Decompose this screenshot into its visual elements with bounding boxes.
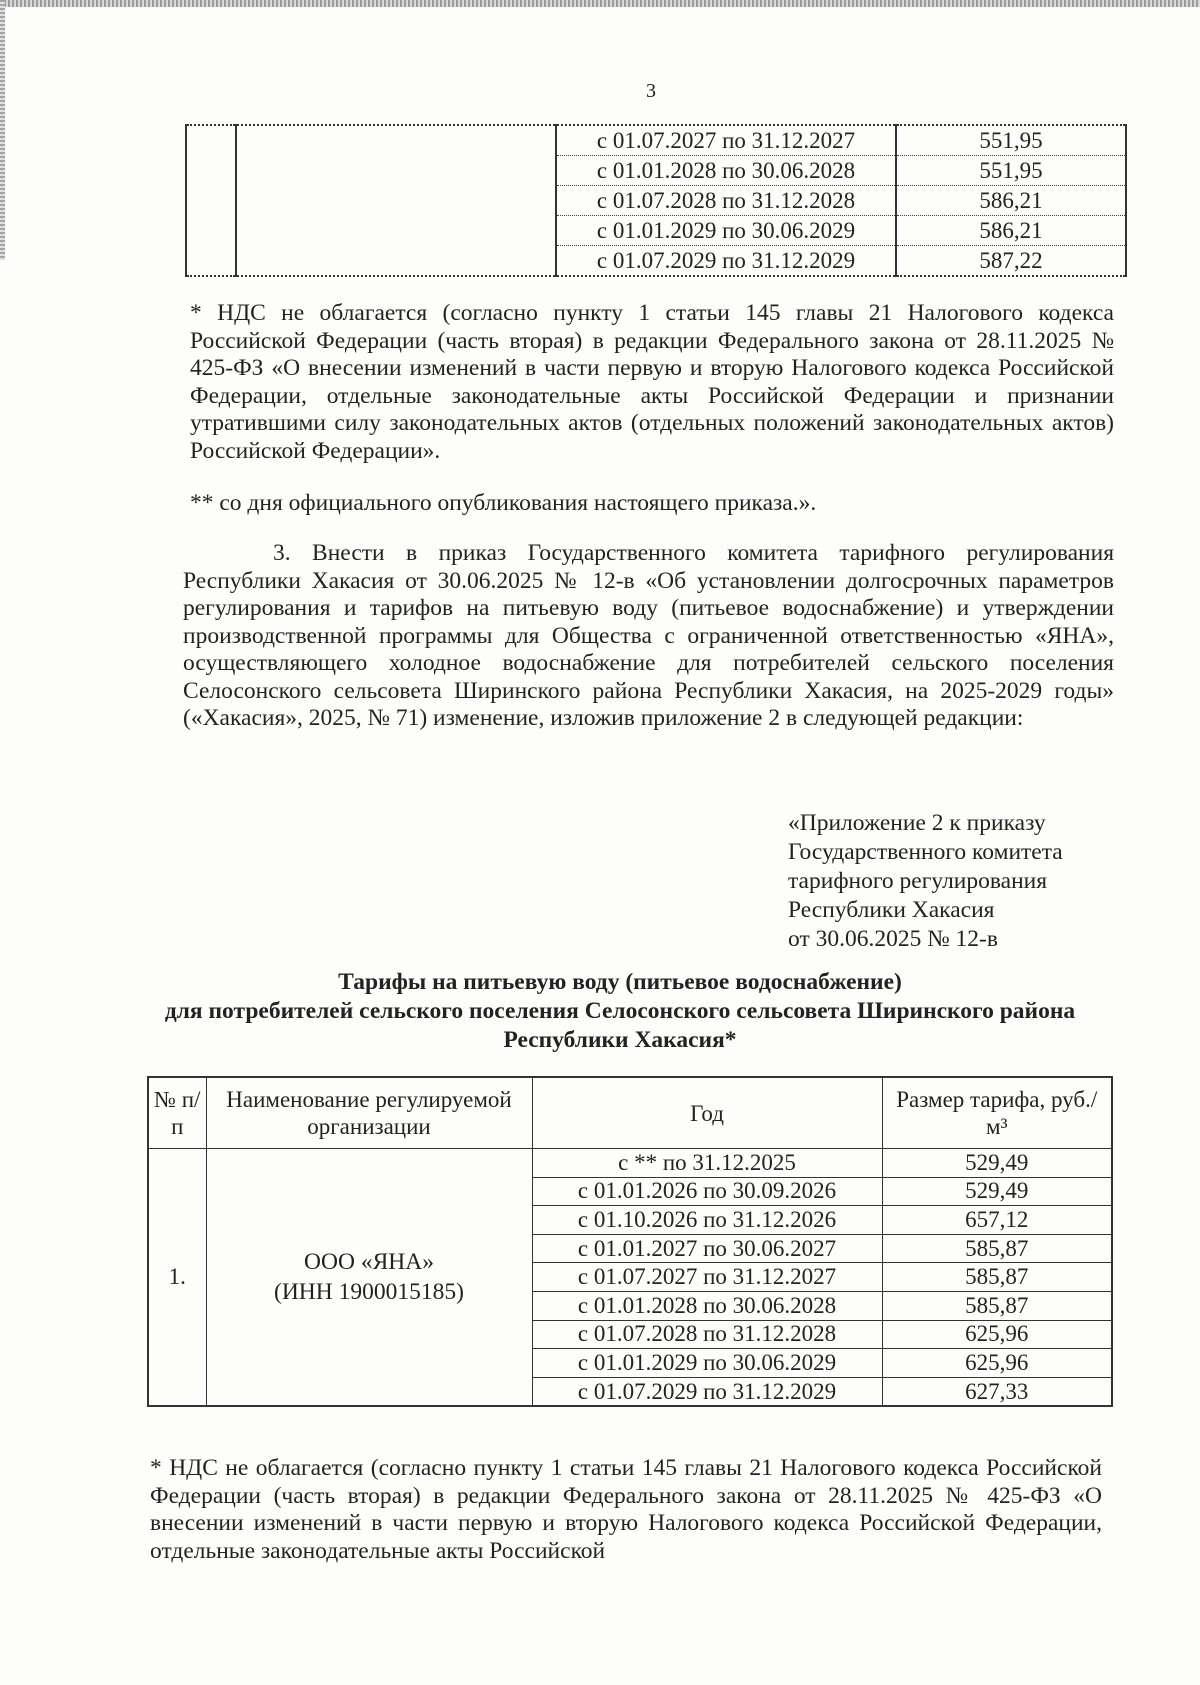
period-cell: с 01.10.2026 по 31.12.2026 [532,1206,882,1235]
value-cell: 585,87 [882,1234,1112,1263]
appendix-line: Государственного комитета [788,839,1063,865]
period-cell: с 01.01.2027 по 30.06.2027 [532,1234,882,1263]
period-cell: с 01.07.2028 по 31.12.2028 [532,1320,882,1349]
scan-edge-left [0,0,5,260]
title-line: для потребителей сельского поселения Селосонского сельсовета Ширинского района [164,998,1076,1024]
period-cell: с 01.07.2027 по 31.12.2027 [532,1263,882,1292]
value-cell: 625,96 [882,1320,1112,1349]
value-cell: 585,87 [882,1291,1112,1320]
period-cell: с 01.01.2029 по 30.06.2029 [532,1349,882,1378]
value-cell: 627,33 [882,1377,1112,1406]
footnote-publication: ** со дня официального опубликования настоящего приказа.». [190,490,817,516]
title-line: Тарифы на питьевую воду (питьевое водоснабжение) [338,969,902,995]
period-cell: с 01.07.2028 по 31.12.2028 [556,186,896,216]
value-cell: 551,95 [896,125,1126,156]
appendix-heading [788,809,1063,954]
appendix-line: Республики Хакасия [788,897,995,923]
appendix-line: тарифного регулирования [788,868,1048,894]
page-number: 3 [646,80,656,102]
appendix-line: «Приложение 2 к приказу [788,810,1046,836]
num-cell: 1. [148,1149,206,1407]
header-num: № п/п [148,1077,206,1149]
appendix-line: от 30.06.2025 № 12-в [788,926,998,952]
table-header-row [148,1077,1112,1149]
value-cell: 625,96 [882,1349,1112,1378]
value-cell: 586,21 [896,216,1126,246]
value-cell: 586,21 [896,186,1126,216]
value-cell: 529,49 [882,1177,1112,1206]
header-org: Наименование регулируемой организации [206,1077,532,1149]
period-cell: с 01.01.2026 по 30.09.2026 [532,1177,882,1206]
period-cell: с 01.01.2029 по 30.06.2029 [556,216,896,246]
header-year: Год [532,1077,882,1149]
value-cell: 529,49 [882,1149,1112,1178]
tariff-table-continued [185,124,1127,277]
title-line: Республики Хакасия* [503,1027,737,1053]
footnote-vat-2: * НДС не облагается (согласно пункту 1 статьи 145 главы 21 Налогового кодекса Российской Федерации (часть вторая) в редакции Федерального закона от 28.11.2025 № 425-ФЗ «О внесении изменений в части первую и вторую Налогового кодекса Российской Федерации, отдельные законодательные акты Российской [150,1455,1102,1564]
period-cell: с 01.07.2029 по 31.12.2029 [556,246,896,277]
period-cell: с 01.01.2028 по 30.06.2028 [532,1291,882,1320]
period-cell: с 01.07.2029 по 31.12.2029 [532,1377,882,1406]
table-row [148,1149,1112,1178]
period-cell: с ** по 31.12.2025 [532,1149,882,1178]
org-cell [236,125,556,276]
scan-edge-top [0,0,1200,7]
item-3-paragraph: 3. Внести в приказ Государственного комитета тарифного регулирования Республики Хакасия от 30.06.2025 № 12-в «Об установлении долгосрочных параметров регулирования и тарифов на питьевую воду (питьевое водоснабжение) и утверждении производственной программы для Общества с ограниченной ответственностью «ЯНА», осуществляющего холодное водоснабжение для потребителей сельского поселения Селосонского сельсовета Ширинского района Республики Хакасия, на 2025-2029 годы» («Хакасия», 2025, № 71) изменение, изложив приложение 2 в следующей редакции: [183,540,1114,731]
value-cell: 587,22 [896,246,1126,277]
num-cell [186,125,236,276]
table-row [186,125,1126,156]
footnote-vat-1: * НДС не облагается (согласно пункту 1 статьи 145 главы 21 Налогового кодекса Российской Федерации (часть вторая) в редакции Федерального закона от 28.11.2025 № 425-ФЗ «О внесении изменений в части первую и вторую Налогового кодекса Российской Федерации, отдельные законодательные акты Российской Федерации и признании утратившими силу законодательных актов (отдельных положений законодательных актов) Российской Федерации». [190,300,1114,464]
org-inn: (ИНН 1900015185) [274,1279,464,1306]
org-name: ООО «ЯНА» [304,1249,434,1276]
tariff-title [120,968,1120,1055]
value-cell: 657,12 [882,1206,1112,1235]
org-cell [206,1149,532,1407]
period-cell: с 01.01.2028 по 30.06.2028 [556,156,896,186]
tariff-table [147,1076,1113,1407]
period-cell: с 01.07.2027 по 31.12.2027 [556,125,896,156]
value-cell: 551,95 [896,156,1126,186]
header-tariff: Размер тарифа, руб./м³ [882,1077,1112,1149]
value-cell: 585,87 [882,1263,1112,1292]
